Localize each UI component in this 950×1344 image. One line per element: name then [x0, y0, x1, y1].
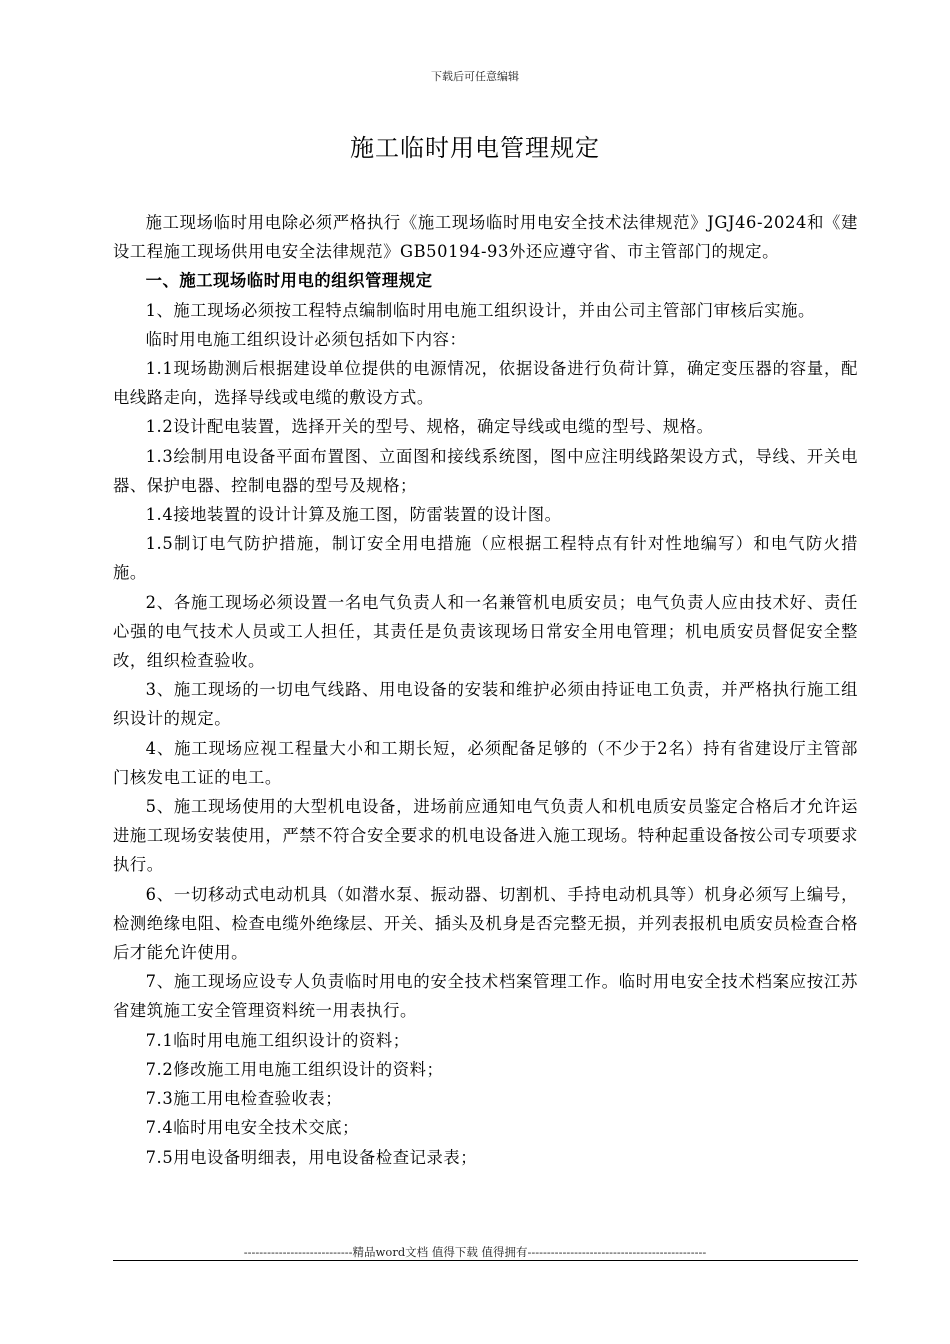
- paragraph: 7.4临时用电安全技术交底；: [145, 1118, 359, 1138]
- paragraph: 7.3施工用电检查验收表；: [145, 1089, 343, 1109]
- footer-text: ----------------------------精品word文档 值得下载 值得拥有----------------------------------------------: [243, 1245, 707, 1259]
- paragraph: 5、施工现场使用的大型机电设备，进场前应通知电气负责人和机电质安员鉴定合格后才允许运进施工现场安装使用，严禁不符合安全要求的机电设备进入施工现场。特种起重设备按公司专项要求执行。: [113, 797, 858, 875]
- footer-divider: [113, 1260, 858, 1261]
- paragraph: 7.1临时用电施工组织设计的资料；: [145, 1030, 410, 1050]
- document-title: 施工临时用电管理规定: [350, 134, 600, 162]
- paragraph: 7.2修改施工用电施工组织设计的资料；: [145, 1059, 444, 1079]
- paragraph: 3、施工现场的一切电气线路、用电设备的安装和维护必须由持证电工负责，并严格执行施工组织设计的规定。: [113, 680, 858, 729]
- paragraph: 6、一切移动式电动机具（如潜水泵、振动器、切割机、手持电动机具等）机身必须写上编号，检测绝缘电阻、检查电缆外绝缘层、开关、插头及机身是否完整无损，并列表报机电质安员检查合格后才能允许使用。: [113, 884, 858, 963]
- document-body: [113, 208, 858, 1172]
- paragraph: 1.5制订电气防护措施，制订安全用电措施（应根据工程特点有针对性地编写）和电气防火措施。: [113, 534, 858, 583]
- section-heading: 一、施工现场临时用电的组织管理规定: [145, 271, 433, 291]
- paragraph: 1.1现场勘测后根据建设单位提供的电源情况，依据设备进行负荷计算，确定变压器的容量，配电线路走向，选择导线或电缆的敷设方式。: [113, 359, 858, 408]
- paragraph: 1.4接地装置的设计计算及施工图，防雷装置的设计图。: [145, 505, 562, 525]
- paragraph: 7.5用电设备明细表，用电设备检查记录表；: [145, 1147, 478, 1167]
- paragraph: 1、施工现场必须按工程特点编制临时用电施工组织设计，并由公司主管部门审核后实施。: [145, 300, 815, 320]
- paragraph: 7、施工现场应设专人负责临时用电的安全技术档案管理工作。临时用电安全技术档案应按江苏省建筑施工安全管理资料统一用表执行。: [113, 972, 858, 1021]
- paragraph: 临时用电施工组织设计必须包括如下内容：: [145, 329, 467, 349]
- paragraph: 4、施工现场应视工程量大小和工期长短，必须配备足够的（不少于2名）持有省建设厅主管部门核发电工证的电工。: [113, 738, 858, 787]
- header-note: 下载后可任意编辑: [431, 70, 519, 83]
- paragraph: 施工现场临时用电除必须严格执行《施工现场临时用电安全技术法律规范》JGJ46-2024和《建设工程施工现场供用电安全法律规范》GB50194-93外还应遵守省、市主管部门的规定。: [113, 213, 858, 262]
- paragraph: 1.2设计配电装置，选择开关的型号、规格，确定导线或电缆的型号、规格。: [145, 417, 714, 437]
- paragraph: 2、各施工现场必须设置一名电气负责人和一名兼管机电质安员；电气负责人应由技术好、责任心强的电气技术人员或工人担任，其责任是负责该现场日常安全用电管理；机电质安员督促安全整改，组织检查验收。: [113, 592, 858, 671]
- paragraph: 1.3绘制用电设备平面布置图、立面图和接线系统图，图中应注明线路架设方式，导线、开关电器、保护电器、控制电器的型号及规格；: [113, 446, 858, 495]
